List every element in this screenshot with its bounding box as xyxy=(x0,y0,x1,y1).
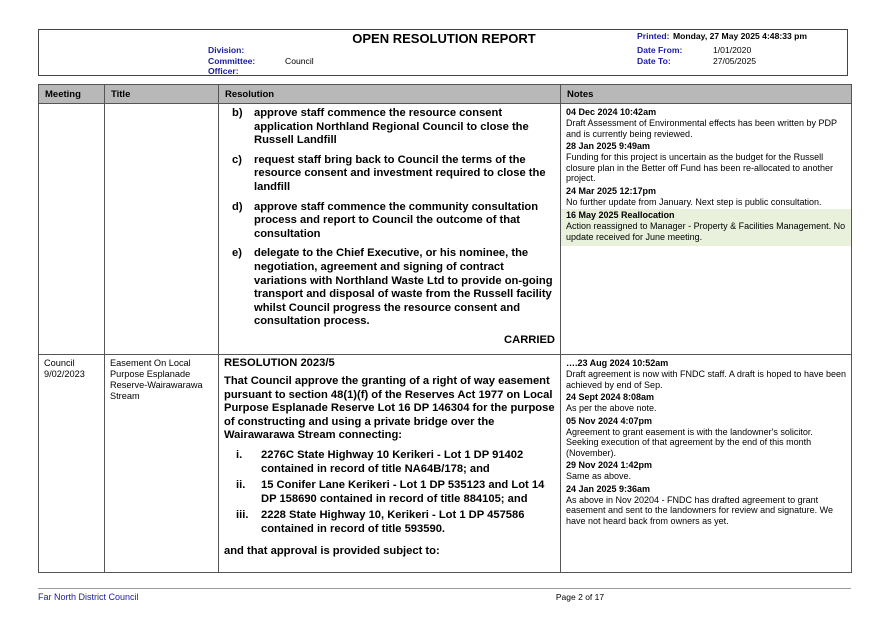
printed-label: Printed: xyxy=(637,31,670,41)
item-text: approve staff commence the resource consent application Northland Regional Council to close the Russell Landfill xyxy=(254,107,529,147)
note-date: 04 Dec 2024 10:42am xyxy=(566,107,657,117)
resolution-number: RESOLUTION 2023/5 xyxy=(224,357,335,369)
resolution-cell xyxy=(219,355,561,573)
resolution-item xyxy=(232,107,555,148)
item-title: Easement On Local Purpose Esplanade Reserve-Wairawarawa Stream xyxy=(110,358,203,401)
note-date: 05 Nov 2024 4:07pm xyxy=(566,415,653,426)
carried-status: CARRIED xyxy=(504,333,555,346)
note-date: 29 Nov 2024 1:42pm xyxy=(566,460,653,470)
note-date: 24 Mar 2025 12:17pm xyxy=(566,185,657,196)
note-text: No further update from January. Next step is public consultation. xyxy=(566,196,822,207)
note-date: ….23 Aug 2024 10:52am xyxy=(566,358,669,368)
footer-organisation: Far North District Council xyxy=(38,592,139,602)
resolution-cell xyxy=(219,104,561,355)
note-date: 24 Sept 2024 8:08am xyxy=(566,392,655,402)
reallocation-note xyxy=(561,209,851,246)
resolution-body: That Council approve the granting of a right of way easement pursuant to section 48(1)(f) of the Reserves Act 1977 on Local Purpose Esplanade Reserve Lot 16 DP 146304 for the purpose of constructing and using a private bridge over the Wairawarawa Stream connecting: xyxy=(224,375,555,442)
notes-cell xyxy=(561,104,852,355)
meeting-cell xyxy=(39,104,105,355)
sub-item-marker: ii. xyxy=(236,479,246,492)
resolution-closing: and that approval is provided subject to: xyxy=(224,544,440,557)
note-text: Same as above. xyxy=(566,471,632,481)
sub-item-marker: iii. xyxy=(236,509,249,522)
item-text: delegate to the Chief Executive, or his nominee, the negotiation, agreement and signing of contract variations with Northland Waste Ltd to provide on-going transport and disposal of waste from the Russell facility whilst Council progress the resource consent and consultation process. xyxy=(254,247,553,328)
division-label: Division: xyxy=(208,45,245,55)
meeting-cell xyxy=(39,355,105,573)
col-header-title: Title xyxy=(105,85,219,104)
note-text: Draft agreement is now with FNDC staff. A draft is hoped to have been achieved by end of Sep. xyxy=(566,369,846,390)
resolution-sub-item xyxy=(236,509,555,536)
note-text: Agreement to grant easement is with the landowner's solicitor. Seeking execution of that agreement by the end of this month (November). xyxy=(566,426,813,458)
report-header xyxy=(38,29,848,76)
date-from-label: Date From: xyxy=(637,45,683,55)
meeting-name: Council xyxy=(44,358,75,368)
note-text: Draft Assessment of Environmental effects has been written by PDP and is currently being reviewed. xyxy=(566,118,837,139)
report-title: OPEN RESOLUTION REPORT xyxy=(352,31,536,46)
date-to-label: Date To: xyxy=(637,55,671,66)
date-from-value: 1/01/2020 xyxy=(713,45,752,55)
resolution-item xyxy=(232,154,555,195)
item-marker: d) xyxy=(232,200,243,213)
meeting-date: 9/02/2023 xyxy=(44,369,85,379)
item-marker: b) xyxy=(232,107,243,119)
item-marker: c) xyxy=(232,153,242,166)
title-cell xyxy=(105,104,219,355)
note-text: As per the above note. xyxy=(566,403,657,413)
footer-divider xyxy=(38,588,851,589)
printed-value: Monday, 27 May 2025 4:48:33 pm xyxy=(673,31,808,41)
note-date: 24 Jan 2025 9:36am xyxy=(566,483,651,494)
note-date: 28 Jan 2025 9:49am xyxy=(566,141,651,151)
sub-item-text: 2276C State Highway 10 Kerikeri - Lot 1 DP 91402 contained in record of title NA64B/178; and xyxy=(261,448,524,475)
notes-cell xyxy=(561,355,852,573)
resolution-sub-item xyxy=(236,479,555,506)
committee-label: Committee: xyxy=(208,55,256,66)
committee-value: Council xyxy=(285,55,314,66)
col-header-resolution: Resolution xyxy=(219,85,561,104)
date-to-value: 27/05/2025 xyxy=(713,55,757,66)
reallocation-date: 16 May 2025 Reallocation xyxy=(566,210,675,220)
sub-item-text: 15 Conifer Lane Kerikeri - Lot 1 DP 535123 and Lot 14 DP 158690 contained in record of title 884105; and xyxy=(261,479,545,505)
sub-item-text: 2228 State Highway 10, Kerikeri - Lot 1 DP 457586 contained in record of title 593590. xyxy=(261,509,525,535)
item-text: request staff bring back to Council the terms of the resource consent and investment required to close the landfill xyxy=(254,153,546,193)
note-text: As above in Nov 20204 - FNDC has drafted agreement to grant easement and sent to the landowners for review and signature. We have not heard back from owners as yet. xyxy=(566,494,833,526)
resolution-table xyxy=(38,84,852,573)
col-header-notes: Notes xyxy=(561,85,852,104)
table-header-row xyxy=(39,85,852,104)
note-text: Funding for this project is uncertain as the budget for the Russell closure plan in the Better off Fund has been re-allocated to another project. xyxy=(566,152,834,183)
table-row xyxy=(39,355,852,573)
title-cell xyxy=(105,355,219,573)
col-header-meeting: Meeting xyxy=(39,85,105,104)
reallocation-text: Action reassigned to Manager - Property & Facilities Management. No update received for June meeting. xyxy=(566,221,846,242)
sub-item-marker: i. xyxy=(236,448,243,461)
resolution-item xyxy=(232,201,555,242)
item-text: approve staff commence the community consultation process and report to Council the outcome of that consultation xyxy=(254,200,539,240)
resolution-item xyxy=(232,247,555,329)
item-marker: e) xyxy=(232,247,242,260)
table-row xyxy=(39,104,852,355)
resolution-sub-item xyxy=(236,449,555,476)
page-number: Page 2 of 17 xyxy=(555,592,605,602)
officer-label: Officer: xyxy=(208,66,239,76)
